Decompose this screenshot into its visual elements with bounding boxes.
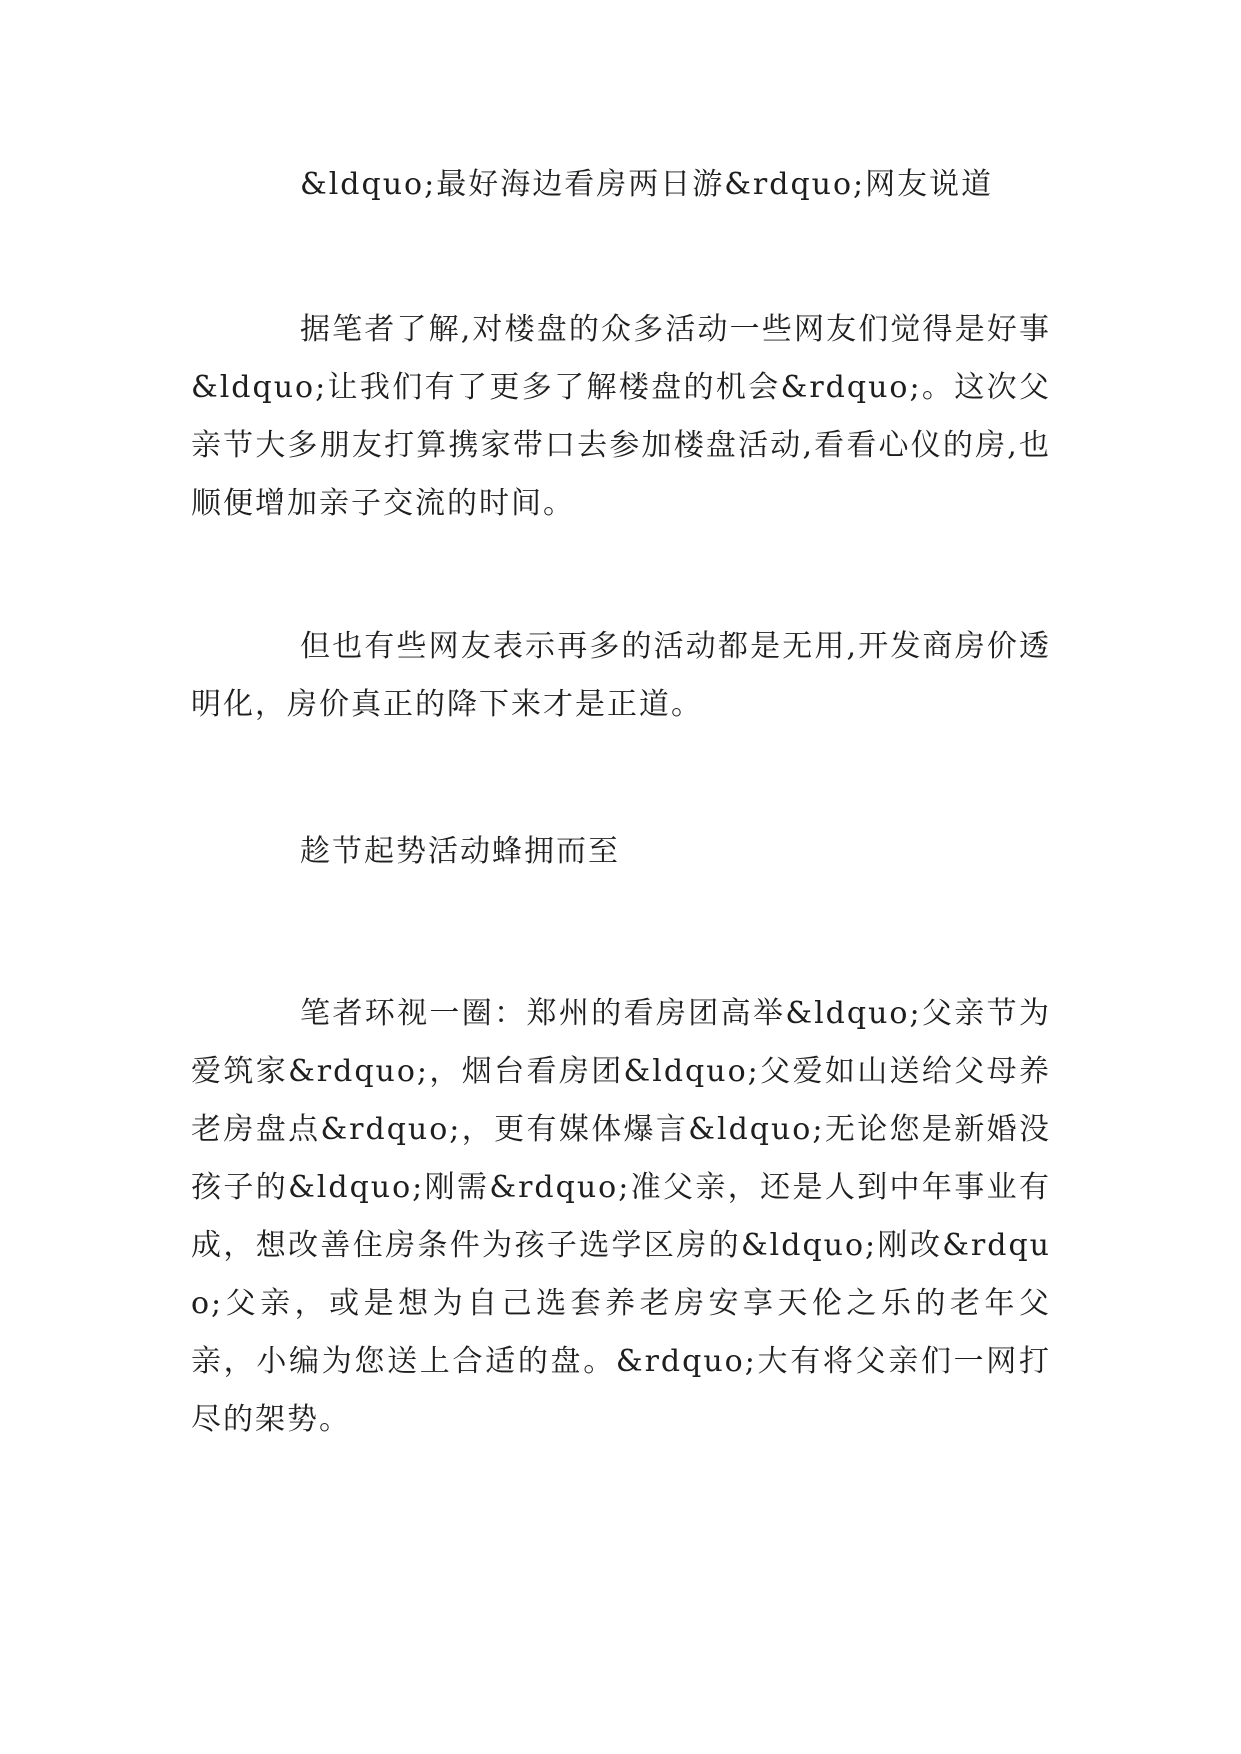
paragraph-netizen-opinion: 据笔者了解,对楼盘的众多活动一些网友们觉得是好事&ldquo;让我们有了更多了解楼盘的机会&rdquo;。这次父亲节大多朋友打算携家带口去参加楼盘活动,看看心仪的房,也顺便增加亲子交流的时间。 (191, 312, 1051, 521)
paragraph-quote-title: &ldquo;最好海边看房两日游&rdquo;网友说道 (300, 167, 994, 202)
paragraph-survey: 笔者环视一圈：郑州的看房团高举&ldquo;父亲节为爱筑家&rdquo;，烟台看房团&ldquo;父爱如山送给父母养老房盘点&rdquo;，更有媒体爆言&ldquo;无论您是新婚没孩子的&ldquo;刚需&rdquo;准父亲，还是人到中年事业有成，想改善住房条件为孩子选学区房的&ldquo;刚改&rdquo;父亲，或是想为自己选套养老房安享天伦之乐的老年父亲，小编为您送上合适的盘。&rdquo;大有将父亲们一网打尽的架势。 (191, 996, 1051, 1437)
paragraph-price-opinion: 但也有些网友表示再多的活动都是无用,开发商房价透明化，房价真正的降下来才是正道。 (191, 629, 1051, 722)
section-heading: 趁节起势活动蜂拥而至 (300, 834, 620, 869)
